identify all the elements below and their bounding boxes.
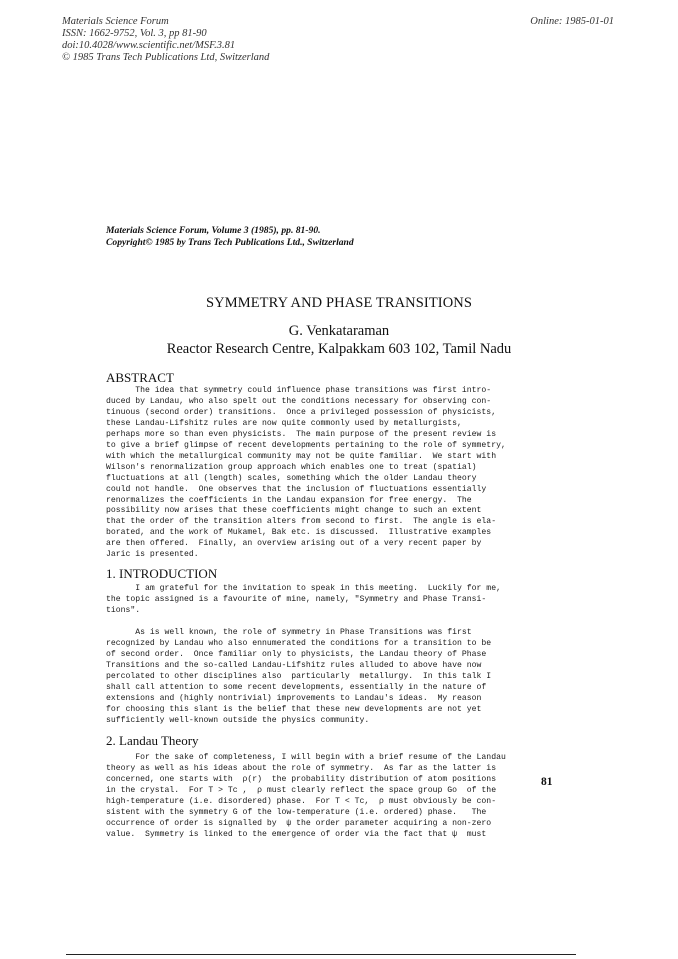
abstract-text: The idea that symmetry could influence phase transitions was first intro- duced by Landau, who also spelt out the conditions necessary for observing con- tinuous (second order) transitions. Once a privileged possession of physicists, these Landau-Lifshitz rules are now quite commonly used by metallurgists, perhaps more so than even physicists. The main purpose of the present review is to give a brief glimpse of recent developments pertaining to the role of symmetry, with which the metallurgical community may not be quite familiar. We start with Wilson's renormalization group approach which enables one to treat (spatial) fluctuations at all (length) scales, something which the older Landau theory could not handle. One observes that the inclusion of fluctuations essentially renormalizes the coefficients in the Landau expansion for free energy. The possibility now arises that these coefficients might change to such an extent that the order of the transition alters from second to first. The angle is ela- borated, and the work of Mukamel, Bak etc. is discussed. Illustrative examples are then offered. Finally, an overview arising out of a very recent paper by Jaric is presented.	[106, 386, 506, 560]
journal-name: Materials Science Forum	[62, 16, 169, 27]
landau-theory-text: For the sake of completeness, I will begin with a brief resume of the Landau theory as well as his ideas about the role of symmetry. As far as the latter is concerned, one starts with ρ(r) the probability distribution of atom positions in the crystal. For T > Tc , ρ must clearly reflect the space group Go of the high-temperature (i.e. disordered) phase. For T < Tc, ρ must obviously be con- sistent with the symmetry G of the low-temperature (i.e. ordered) phase. The occurrence of order is signalled by ψ the order parameter acquiring a non-zero value. Symmetry is linked to the emergence of order via the fact that ψ must	[106, 753, 506, 839]
doi-line: doi:10.4028/www.scientific.net/MSF.3.81	[62, 40, 236, 51]
introduction-heading: 1. INTRODUCTION	[106, 566, 218, 581]
citation-block	[106, 225, 354, 248]
abstract-heading: ABSTRACT	[106, 370, 174, 385]
page-number: 81	[541, 776, 553, 788]
citation-line-2: Copyright© 1985 by Trans Tech Publications Ltd., Switzerland	[106, 236, 354, 248]
landau-theory-heading: 2. Landau Theory	[106, 733, 199, 748]
footer-rule	[66, 954, 576, 955]
introduction-paragraph-1: I am grateful for the invitation to speak in this meeting. Luckily for me, the topic assigned is a favourite of mine, namely, "Symmetry and Phase Transi- tions".	[106, 584, 501, 615]
issn-line: ISSN: 1662-9752, Vol. 3, pp 81-90	[62, 28, 207, 39]
journal-header	[62, 16, 269, 64]
online-date: Online: 1985-01-01	[530, 16, 614, 27]
introduction-paragraph-2: As is well known, the role of symmetry in Phase Transitions was first recognized by Landau who also ennumerated the conditions for a transition to be of second order. Once familiar only to physicists, the Landau theory of Phase Transitions and the so-called Landau-Lifshitz rules alluded to above have now percolated to other disciplines also particularly metallurgy. In this talk I shall call attention to some recent developments, essentially in the nature of extensions and (highly nontrivial) improvements to Landau's ideas. My reason for choosing this slant is the belief that these new developments are not yet sufficiently well-known outside the physics community.	[106, 628, 492, 725]
citation-line-1: Materials Science Forum, Volume 3 (1985), pp. 81-90.	[106, 225, 321, 236]
author-name: G. Venkataraman	[288, 323, 390, 339]
author-affiliation: Reactor Research Centre, Kalpakkam 603 102, Tamil Nadu	[166, 341, 512, 357]
copyright-line: © 1985 Trans Tech Publications Ltd, Switzerland	[62, 52, 270, 63]
paper-title: SYMMETRY AND PHASE TRANSITIONS	[205, 295, 473, 311]
